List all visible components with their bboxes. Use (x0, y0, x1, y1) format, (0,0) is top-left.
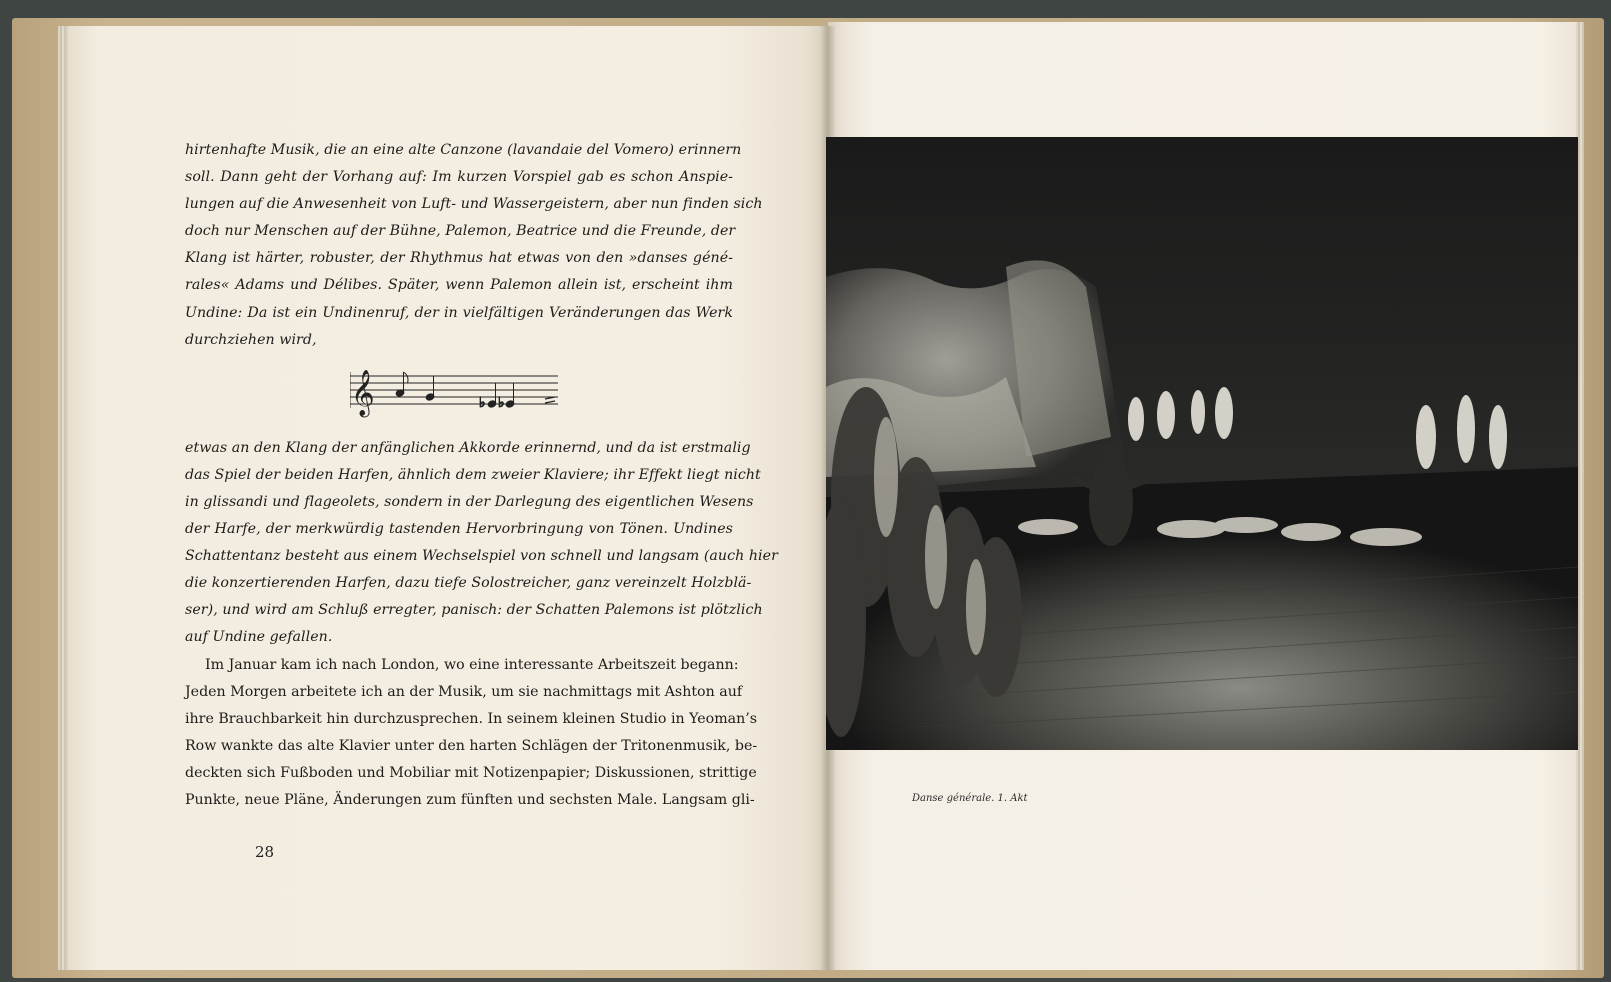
treble-clef-icon: 𝄞 (351, 370, 375, 416)
text-line: Schattentanz besteht aus einem Wechselspiel von schnell und langsam (auch hier (185, 548, 778, 565)
svg-text:♭: ♭ (498, 395, 505, 411)
photo-caption: Danse générale. 1. Akt (912, 793, 1028, 804)
text-line: Im Januar kam ich nach London, wo eine interessante Arbeitszeit begann: (205, 656, 739, 673)
text-line: hirtenhafte Musik, die an eine alte Canzone (lavandaie del Vomero) erinnern (185, 142, 742, 158)
text-line: rales« Adams und Délibes. Später, wenn Palemon allein ist, erscheint ihm (185, 277, 733, 294)
text-line: auf Undine gefallen. (185, 629, 333, 646)
text-line: durchziehen wird, (185, 331, 317, 348)
text-line: lungen auf die Anwesenheit von Luft- und Wassergeistern, aber nun finden sich (185, 196, 763, 213)
text-line: das Spiel der beiden Harfen, ähnlich dem zweier Klaviere; ihr Effekt liegt nicht (185, 466, 761, 483)
text-line: Undine: Da ist ein Undinenruf, der in vielfältigen Veränderungen das Werk (185, 304, 733, 321)
text-line: in glissandi und flageolets, sondern in der Darlegung des eigentlichen Wesens (185, 493, 754, 510)
page-number: 28 (255, 843, 275, 861)
text-line: soll. Dann geht der Vorhang auf: Im kurzen Vorspiel gab es schon Anspie- (185, 169, 733, 186)
left-page-text (185, 137, 778, 814)
stage-scene-illustration (826, 137, 1578, 750)
text-line: Row wankte das alte Klavier unter den harten Schlägen der Tritonenmusik, be- (185, 737, 758, 754)
text-line: etwas an den Klang der anfänglichen Akkorde erinnernd, und da ist erstmalig (185, 439, 751, 456)
music-notation-figure (350, 368, 560, 418)
text-line: ser), und wird am Schluß erregter, panisch: der Schatten Palemons ist plötzlich (185, 602, 763, 619)
text-line: Punkte, neue Pläne, Änderungen zum fünften und sechsten Male. Langsam gli- (185, 791, 755, 808)
text-line: die konzertierenden Harfen, dazu tiefe Solostreicher, ganz vereinzelt Holzblä- (185, 575, 752, 592)
svg-text:♭: ♭ (479, 395, 486, 411)
text-line: der Harfe, der merkwürdig tastenden Hervorbringung von Tönen. Undines (185, 521, 733, 538)
text-line: doch nur Menschen auf der Bühne, Palemon, Beatrice und die Freunde, der (185, 223, 736, 240)
ballet-stage-photo (826, 137, 1578, 750)
text-line: Jeden Morgen arbeitete ich an der Musik, um sie nachmittags mit Ashton auf (185, 683, 743, 700)
text-line: deckten sich Fußboden und Mobiliar mit Notizenpapier; Diskussionen, strittige (185, 764, 757, 781)
text-line: ihre Brauchbarkeit hin durchzusprechen. In seinem kleinen Studio in Yeoman’s (185, 710, 758, 727)
text-line: Klang ist härter, robuster, der Rhythmus hat etwas von den »danses géné- (185, 250, 733, 267)
